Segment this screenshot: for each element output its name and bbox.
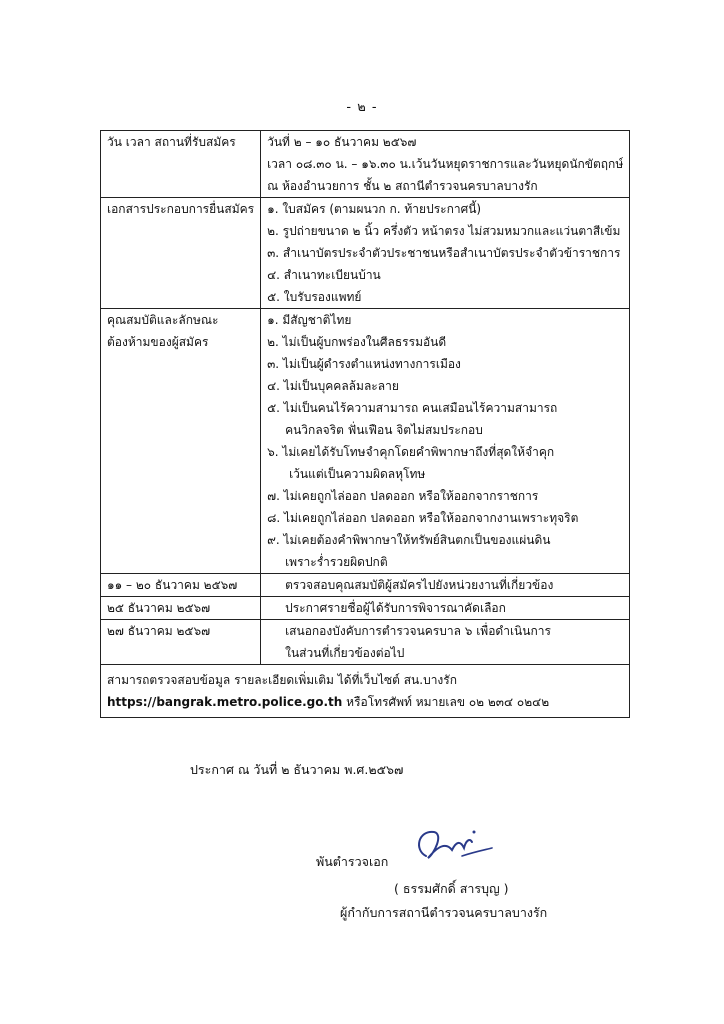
row-label-cell <box>101 309 261 574</box>
row-content-line: ๑. มีสัญชาติไทย <box>267 313 352 327</box>
row-content-line: เสนอกองบังคับการตำรวจนครบาล ๖ เพื่อดำเนินการ <box>285 624 551 638</box>
row-content-line: ๕. ใบรับรองแพทย์ <box>267 290 362 304</box>
row-content-line: ตรวจสอบคุณสมบัติผู้สมัครไปยังหน่วยงานที่เกี่ยวข้อง <box>285 578 554 592</box>
footer-contact-line <box>107 691 623 713</box>
row-label: คุณสมบัติและลักษณะ <box>107 313 219 327</box>
row-content-cell <box>261 131 630 198</box>
row-content-line: คนวิกลจริต ฟั่นเฟือน จิตไม่สมประกอบ <box>285 423 483 437</box>
row-content-line: ๒. รูปถ่ายขนาด ๒ นิ้ว ครึ่งตัว หน้าตรง ไม่สวมหมวกและแว่นตาสีเข้ม <box>267 224 621 238</box>
table-row <box>101 309 630 574</box>
row-content-line: ๓. สำเนาบัตรประจำตัวประชาชนหรือสำเนาบัตรประจำตัวข้าราชการ <box>267 246 621 260</box>
row-content-line: ณ ห้องอำนวยการ ชั้น ๒ สถานีตำรวจนครบาลบางรัก <box>267 179 538 193</box>
phone-text: หรือโทรศัพท์ หมายเลข ๐๒ ๒๓๔ ๐๒๔๒ <box>342 695 550 709</box>
website-link[interactable]: https://bangrak.metro.police.go.th <box>107 695 343 709</box>
row-content-line: วันที่ ๒ – ๑๐ ธันวาคม ๒๕๖๗ <box>267 135 417 149</box>
page-number: - ๒ - <box>346 100 378 115</box>
signatory-position: ผู้กำกับการสถานีตำรวจนครบาลบางรัก <box>340 905 548 920</box>
row-content-line: ๕. ไม่เป็นคนไร้ความสามารถ คนเสมือนไร้ความสามารถ <box>267 401 558 415</box>
table-body <box>101 131 630 665</box>
row-label: ๒๕ ธันวาคม ๒๕๖๗ <box>107 601 211 615</box>
row-content-cell <box>261 198 630 309</box>
footer-info-text: สามารถตรวจสอบข้อมูล รายละเอียดเพิ่มเติม ได้ที่เว็บไซต์ สน.บางรัก <box>107 673 458 687</box>
row-content-cell <box>261 309 630 574</box>
row-label: ๑๑ – ๒๐ ธันวาคม ๒๕๖๗ <box>107 578 238 592</box>
row-content-line: ๔. ไม่เป็นบุคคลล้มละลาย <box>267 379 399 393</box>
announcement-date: ประกาศ ณ วันที่ ๒ ธันวาคม พ.ศ.๒๕๖๗ <box>190 762 404 777</box>
row-content-line: ประกาศรายชื่อผู้ได้รับการพิจารณาคัดเลือก <box>285 601 506 615</box>
row-content-line: ๗. ไม่เคยถูกไล่ออก ปลดออก หรือให้ออกจากราชการ <box>267 489 539 503</box>
row-content-cell <box>261 597 630 620</box>
row-content-line: ๑. ใบสมัคร (ตามผนวก ก. ท้ายประกาศนี้) <box>267 202 482 216</box>
signatory-name: ( ธรรมศักดิ์ สารบุญ ) <box>394 881 509 896</box>
row-content-line: ๖. ไม่เคยได้รับโทษจำคุกโดยคำพิพากษาถึงที่สุดให้จำคุก <box>267 445 555 459</box>
signature-image <box>404 820 494 870</box>
row-content-line: ๘. ไม่เคยถูกไล่ออก ปลดออก หรือให้ออกจากงานเพราะทุจริต <box>267 511 579 525</box>
row-content-line: ๔. สำเนาทะเบียนบ้าน <box>267 268 381 282</box>
table-row <box>101 620 630 665</box>
row-content-line: ในส่วนที่เกี่ยวข้องต่อไป <box>285 646 405 660</box>
row-content-line: เวลา ๐๘.๓๐ น. – ๑๖.๓๐ น.เว้นวันหยุดราชการและวันหยุดนักขัตฤกษ์ <box>267 157 624 171</box>
row-label-cell <box>101 198 261 309</box>
row-content-line: เว้นแต่เป็นความผิดลหุโทษ <box>289 467 426 481</box>
row-label: ๒๗ ธันวาคม ๒๕๖๗ <box>107 624 211 638</box>
signatory-rank: พันตำรวจเอก <box>316 854 389 869</box>
row-label-cell <box>101 597 261 620</box>
row-label: เอกสารประกอบการยื่นสมัคร <box>107 202 255 216</box>
table-row <box>101 198 630 309</box>
row-content-line: ๒. ไม่เป็นผู้บกพร่องในศีลธรรมอันดี <box>267 335 447 349</box>
footer-cell <box>101 665 630 718</box>
row-label-cell <box>101 131 261 198</box>
row-content-cell <box>261 620 630 665</box>
table-row <box>101 131 630 198</box>
table-row <box>101 597 630 620</box>
table-row <box>101 574 630 597</box>
row-content-cell <box>261 574 630 597</box>
row-label: วัน เวลา สถานที่รับสมัคร <box>107 135 236 149</box>
row-label-cell <box>101 620 261 665</box>
row-content-line: ๓. ไม่เป็นผู้ดำรงตำแหน่งทางการเมือง <box>267 357 461 371</box>
row-content-line: เพราะร่ำรวยผิดปกติ <box>285 555 388 569</box>
row-label-cell <box>101 574 261 597</box>
row-label: ต้องห้ามของผู้สมัคร <box>107 335 209 349</box>
application-info-table <box>100 130 630 718</box>
footer-row <box>101 665 630 718</box>
row-content-line: ๙. ไม่เคยต้องคำพิพากษาให้ทรัพย์สินตกเป็นของแผ่นดิน <box>267 533 551 547</box>
